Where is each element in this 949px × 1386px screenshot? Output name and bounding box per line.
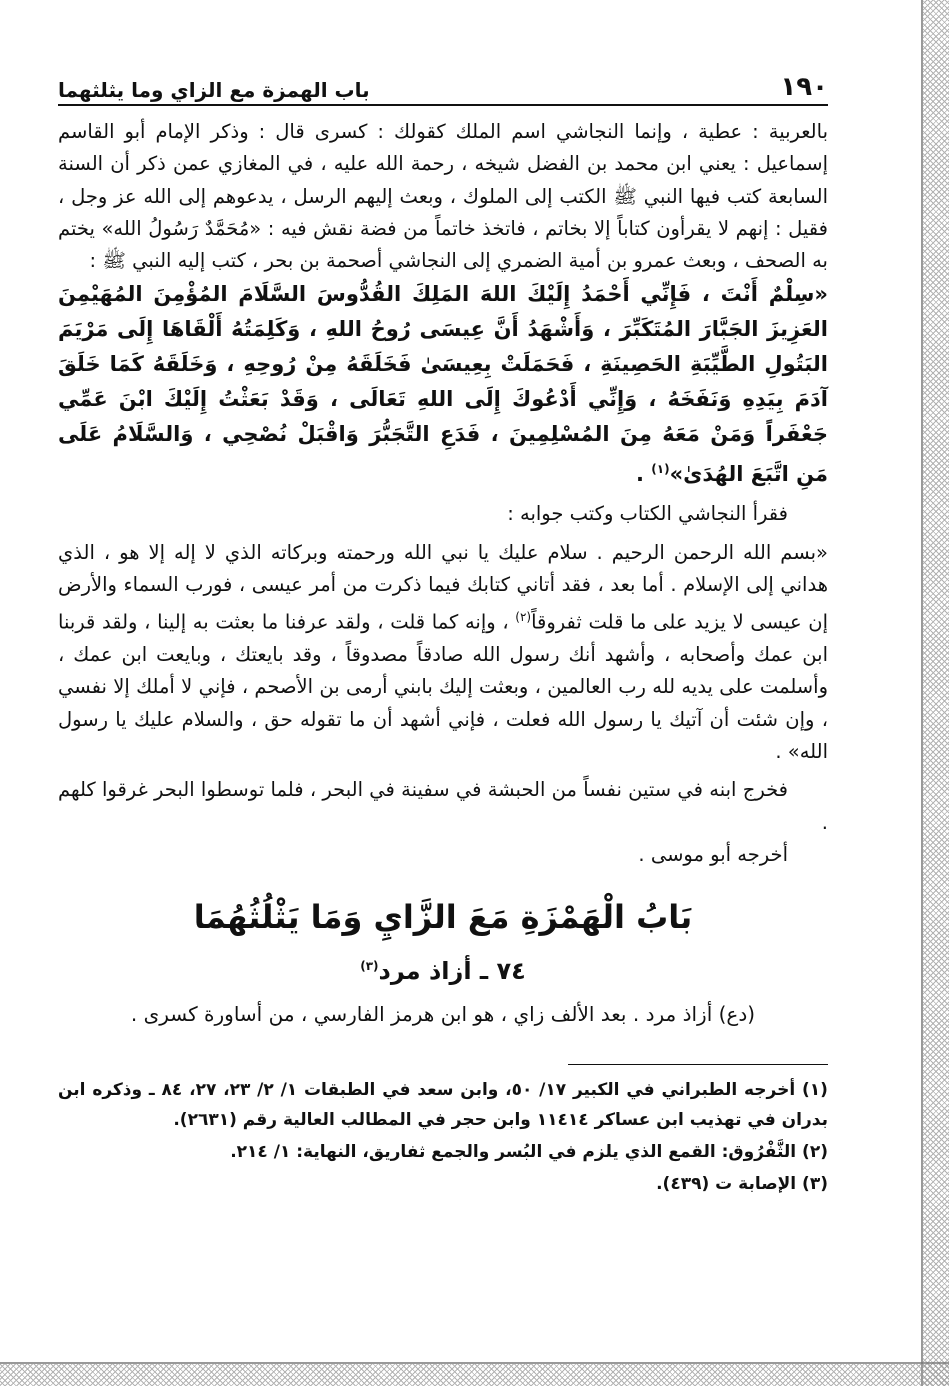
- chapter-title: بَابُ الْهَمْزَةِ مَعَ الزَّايِ وَمَا يَثْلُثُهُمَا: [193, 898, 693, 937]
- prophet-letter-quote: [58, 277, 828, 492]
- reply-text-b: ، وإنه كما قلت ، ولقد عرفنا ما بعثت به إلينا ، ولقد قربنا ابن عمك وأصحابه ، وأشهد أنك رسول الله صادقاً مصدوقاً ، وقد بايعتك ، وبايعت ابن عمك ، وأسلمت على يديه لله رب العالمين ، وبعثت إليك بابني أرمى بن الأصحم ، فإني لا أملك إلا نفسي ، وإن شئت أن آتيك يا رسول الله فعلت ، فإني أشهد أن ما تقوله حق ، والسلام عليك يا رسول الله» .: [58, 610, 828, 764]
- paragraph-reply-intro: فقرأ النجاشي الكتاب وكتب جوابه :: [507, 502, 788, 526]
- footnote-divider: [568, 1064, 828, 1065]
- footnote-ref-3: (٣): [360, 959, 379, 974]
- paragraph-source: أخرجه أبو موسى .: [638, 842, 788, 866]
- page-number: ١٩٠: [780, 72, 828, 102]
- page-body: [58, 116, 828, 871]
- entry-title-text: ٧٤ ـ أزاذ مرد: [378, 957, 526, 986]
- running-head: باب الهمزة مع الزاي وما يثلثهما: [58, 78, 370, 102]
- quote-end: .: [635, 462, 652, 487]
- page-header: [58, 62, 828, 106]
- footnote-ref-1: (١): [651, 462, 670, 477]
- decorative-border-right: [921, 0, 949, 1386]
- quote-text: «سِلْمٌ أَنْتَ ، فَإِنِّي أَحْمَدُ إِلَيْكَ اللهَ المَلِكَ القُدُّوسَ السَّلَامَ المُؤْمِنَ المُهَيْمِنَ العَزِيزَ الجَبَّارَ المُتَكَبِّرَ ، وَأَشْهَدُ أَنَّ عِيسَى رُوحُ اللهِ ، وَكَلِمَتُهُ أَلْقَاهَا إِلَى مَرْيَمَ البَتُولِ الطَّيِّبَةِ الحَصِينَةِ ، فَحَمَلَتْ بِعِيسَىٰ فَخَلَقَهُ مِنْ رُوحِهِ ، وَخَلَقَهُ كَمَا خَلَقَ آدَمَ بِيَدِهِ وَنَفَخَهُ ، وَإِنِّي أَدْعُوكَ إِلَى اللهِ تَعَالَى ، وَقَدْ بَعَثْتُ إِلَيْكَ ابْنَ عَمِّي جَعْفَراً وَمَنْ مَعَهُ مِنَ المُسْلِمِينَ ، فَدَعِ التَّجَبُّرَ وَاقْبَلْ نُصْحِي ، وَالسَّلَامُ عَلَى مَنِ اتَّبَعَ الهُدَىٰ»: [58, 282, 828, 487]
- paragraph-intro: بالعربية : عطية ، وإنما النجاشي اسم الملك كقولك : كسرى قال : وذكر الإمام أبو القاسم إسماعيل : يعني ابن محمد بن الفضل شيخه ، رحمة الله عليه ، في المغازي عمن ذكر أن السنة السابعة كتب فيها النبي ﷺ الكتب إلى الملوك ، وبعث إليهم الرسل ، يدعوهم إلى الله عز وجل ، فقيل : إنهم لا يقرأون كتاباً إلا بخاتم ، فاتخذ خاتماً من فضة نقش فيه : «مُحَمَّدٌ رَسُولُ الله» يختم به الصحف ، وبعث عمرو بن أمية الضمري إلى النجاشي أصحمة بن بحر ، كتب إليه النبي ﷺ :: [58, 120, 828, 273]
- footnotes: [58, 1075, 828, 1199]
- paragraph-reply: [58, 537, 828, 769]
- footnote-3: (٣) الإصابة ت (٤٣٩).: [656, 1174, 828, 1195]
- footnote-1: (١) أخرجه الطبراني في الكبير ١٧/ ٥٠، وابن سعد في الطبقات ١/ ٢/ ٢٣، ٢٧، ٨٤ ـ وذكره ابن بدران في تهذيب ابن عساكر ١١٤١٤ وابن حجر في المطالب العالية رقم (٢٦٣١).: [58, 1080, 828, 1131]
- book-page: [58, 62, 828, 1332]
- footnote-ref-2: (٢): [515, 610, 532, 625]
- footnote-2: (٢) الثَّفْرُوق: القمع الذي يلزم في البُسر والجمع ثفاريق، النهاية: ١/ ٢١٤.: [230, 1142, 828, 1163]
- reply-text-a: «بسم الله الرحمن الرحيم . سلام عليك يا نبي الله ورحمته وبركاته الذي لا إله إلا هو ، الذي هداني إلى الإسلام . أما بعد ، فقد أتاني كتابك فيما ذكرت من أمر عيسى ، فورب السماء والأرض إن عيسى لا يزيد على ما قلت ثفروقاً: [58, 540, 829, 634]
- paragraph-son: فخرج ابنه في ستين نفساً من الحبشة في سفينة في البحر ، فلما توسطوا البحر غرقوا كلهم .: [58, 778, 828, 834]
- decorative-border-bottom: [0, 1362, 949, 1386]
- entry-title: [58, 947, 828, 990]
- entry-text: (دع) أزاذ مرد . بعد الألف زاي ، هو ابن هرمز الفارسي ، من أساورة كسرى .: [130, 1002, 756, 1027]
